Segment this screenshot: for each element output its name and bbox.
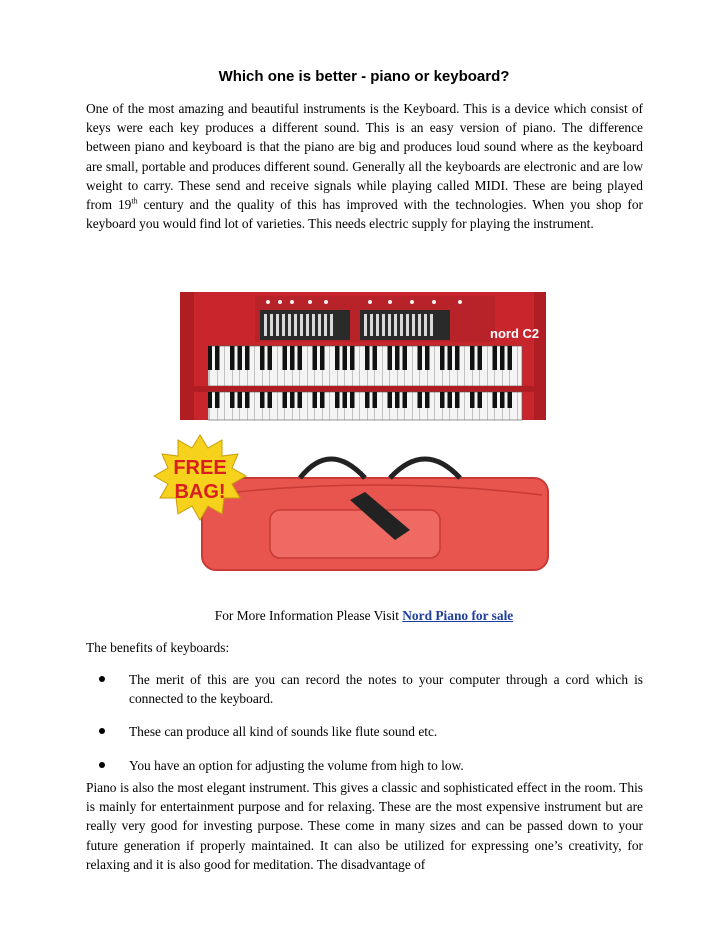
intro-text-part1: One of the most amazing and beautiful instruments is the Keyboard. This is a device which consist of keys were each key produces a different sound. This is an easy version of piano. The difference between piano and keyboard is that the piano are big and produces loud sound where as the keyboard are small, portable and produces different sound. Generally all the keyboards are electronic and are low weight to carry. These send and receive signals while playing called MIDI. These are being played from 19 <box>86 101 643 213</box>
benefits-heading: The benefits of keyboards: <box>86 640 230 655</box>
benefit-text: These can produce all kind of sounds like flute sound etc. <box>129 724 438 740</box>
gig-bag <box>202 459 548 570</box>
brand-logo: nord C2 <box>490 326 540 341</box>
intro-paragraph <box>86 99 643 233</box>
badge-free-text: FREE <box>173 457 227 479</box>
list-item <box>86 670 643 708</box>
keyboard-and-bag-illustration <box>150 290 550 590</box>
piano-paragraph: Piano is also the most elegant instrument. This gives a classic and sophisticated effect in the room. This is mainly for entertainment purpose and for relaxing. These are the most expensive instrument but are really very good for investing purpose. These come in many sizes and can be passed down to your future generation if properly maintained. It can also be utilized for expressing one’s creativity, for relaxing and it is also good for meditation. The disadvantage of <box>86 780 643 872</box>
page-title: Which one is better - piano or keyboard? <box>218 68 510 85</box>
bullet-icon <box>99 728 105 734</box>
bullet-icon <box>99 762 105 768</box>
benefits-list <box>86 670 643 789</box>
benefit-text: The merit of this are you can record the notes to your computer through a cord which is connected to the keyboard. <box>129 672 643 707</box>
nord-piano-link[interactable]: Nord Piano for sale <box>402 608 514 623</box>
product-image <box>150 290 550 590</box>
bullet-icon <box>99 676 105 682</box>
intro-text-part2: century and the quality of this has improved with the technologies. When you shop for keyboard you would find lot of varieties. This needs electric supply for playing the instrument. <box>86 197 643 232</box>
list-item <box>86 722 643 741</box>
benefit-text: You have an option for adjusting the volume from high to low. <box>129 757 464 773</box>
organ-keyboard <box>180 292 546 420</box>
list-item <box>86 756 643 775</box>
intro-superscript: th <box>131 196 138 206</box>
badge-bag-text: BAG! <box>174 481 226 503</box>
image-caption <box>0 608 728 624</box>
caption-text: For More Information Please Visit <box>214 608 403 623</box>
